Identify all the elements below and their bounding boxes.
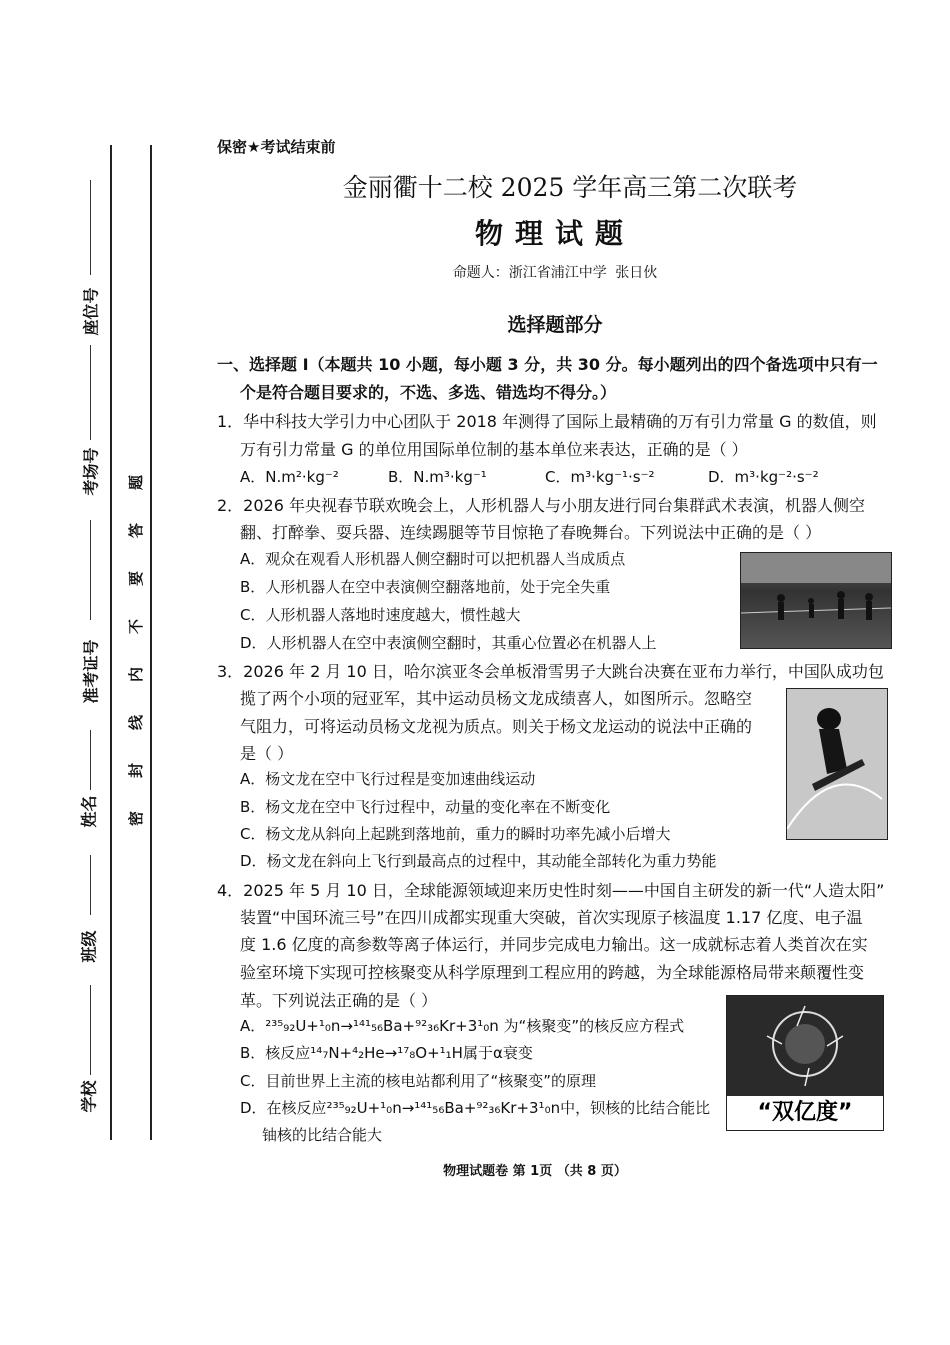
exam-room-blank: [90, 345, 91, 440]
instruction-line: 一、选择题 I（本题共 10 小题，每小题 3 分，共 30 分。每小题列出的四个备选项中只有一: [217, 355, 878, 374]
q3-option-d: D．杨文龙在斜向上飞行到最高点的过程中，其动能全部转化为重力势能: [240, 852, 717, 870]
class-blank: [90, 855, 91, 915]
seal-char: 题: [127, 474, 146, 491]
q3-option-c: C．杨文龙从斜向上起跳到落地前，重力的瞬时功率先减小后增大: [240, 825, 671, 843]
confidential-note: 保密★考试结束前: [217, 138, 336, 156]
snowboarder-photo: [786, 688, 888, 840]
q4-option-c: C．目前世界上主流的核电站都利用了“核聚变”的原理: [240, 1072, 597, 1090]
ticket-label: 准考证号: [81, 639, 101, 704]
fusion-device-photo: [726, 995, 884, 1131]
question-4-text: 度 1.6 亿度的高参数等离子体运行，并同步完成电力输出。这一成就标志着人类首次在实: [240, 935, 868, 954]
q4-option-b: B．核反应¹⁴₇N+⁴₂He→¹⁷₈O+¹₁H属于α衰变: [240, 1044, 533, 1062]
name-label: 姓名: [79, 795, 99, 828]
q2-option-a: A．观众在观看人形机器人侧空翻时可以把机器人当成质点: [240, 550, 626, 568]
question-3-text: 气阻力，可将运动员杨文龙视为质点。则关于杨文龙运动的说法中正确的: [240, 717, 753, 736]
seal-char: 封: [127, 762, 146, 779]
seal-char: 答: [127, 522, 146, 539]
q2-option-d: D．人形机器人在空中表演侧空翻时，其重心位置必在机器人上: [240, 634, 657, 652]
q1-option-c: C．m³·kg⁻¹·s⁻²: [545, 468, 655, 486]
q2-option-c: C．人形机器人落地时速度越大，惯性越大: [240, 606, 521, 624]
seal-char: 密: [127, 810, 146, 827]
q1-option-d: D．m³·kg⁻²·s⁻²: [708, 468, 819, 486]
question-3-text: 揽了两个小项的冠亚军，其中运动员杨文龙成绩喜人，如图所示。忽略空: [240, 689, 753, 708]
question-4-text: 革。下列说法正确的是（ ）: [240, 991, 438, 1010]
q1-option-b: B．N.m³·kg⁻¹: [388, 468, 487, 486]
question-3-text: 3．2026 年 2 月 10 日，哈尔滨亚冬会单板滑雪男子大跳台决赛在亚布力举行，中国队成功包: [217, 662, 884, 681]
seal-char: 线: [127, 714, 146, 731]
q4-option-d: D．在核反应²³⁵₉₂U+¹₀n→¹⁴¹₅₆Ba+⁹²₃₆Kr+3¹₀n中，钡核的比结合能比: [240, 1099, 711, 1117]
question-1-text: 万有引力常量 G 的单位用国际单位制的基本单位来表达，正确的是（ ）: [240, 440, 748, 459]
q4-option-d-cont: 铀核的比结合能大: [262, 1126, 383, 1144]
question-2-text: 2．2026 年央视春节联欢晚会上，人形机器人与小朋友进行同台集群武术表演，机器人侧空: [217, 496, 865, 515]
robot-performance-photo: [740, 552, 892, 649]
name-blank: [90, 730, 91, 790]
seal-char: 不: [127, 618, 146, 635]
question-4-text: 4．2025 年 5 月 10 日，全球能源领域迎来历史性时刻——中国自主研发的新一代“人造太阳”: [217, 881, 885, 900]
seal-char: 要: [127, 570, 146, 587]
q1-option-a: A．N.m²·kg⁻²: [240, 468, 339, 486]
q4-option-a: A．²³⁵₉₂U+¹₀n→¹⁴¹₅₆Ba+⁹²₃₆Kr+3¹₀n 为“核聚变”的核反应方程式: [240, 1017, 685, 1035]
author-line: 命题人：浙江省浦江中学 张日伙: [452, 265, 658, 281]
seal-char: 内: [127, 666, 146, 683]
question-4-text: 验室环境下实现可控核聚变从科学原理到工程应用的跨越，为全球能源格局带来颠覆性变: [240, 963, 865, 982]
fusion-image-caption: “双亿度”: [727, 1096, 883, 1130]
margin-line-outer: [110, 145, 112, 1140]
school-label: 学校: [79, 1080, 99, 1113]
q2-option-b: B．人形机器人在空中表演侧空翻落地前，处于完全失重: [240, 578, 611, 596]
page-footer: 物理试题卷 第 1页 （共 8 页）: [443, 1164, 627, 1179]
question-2-text: 翻、打醉拳、耍兵器、连续踢腿等节目惊艳了春晚舞台。下列说法中正确的是（ ）: [240, 523, 822, 542]
question-4-text: 装置“中国环流三号”在四川成都实现重大突破，首次实现原子核温度 1.17 亿度、电子温: [240, 908, 863, 927]
instruction-line: 个是符合题目要求的，不选、多选、错选均不得分。）: [240, 383, 617, 402]
school-blank: [90, 985, 91, 1075]
margin-line-inner: [150, 145, 152, 1140]
seat-label: 座位号: [81, 287, 101, 336]
subject-title: 物理试题: [474, 217, 635, 250]
question-3-text: 是（ ）: [240, 744, 294, 763]
q3-option-a: A．杨文龙在空中飞行过程是变加速曲线运动: [240, 770, 536, 788]
exam-room-label: 考场号: [81, 447, 101, 496]
ticket-blank: [90, 520, 91, 620]
section-title: 选择题部分: [507, 314, 603, 336]
class-label: 班级: [79, 930, 99, 963]
q3-option-b: B．杨文龙在空中飞行过程中，动量的变化率在不断变化: [240, 798, 611, 816]
exam-title: 金丽衢十二校 2025 学年高三第二次联考: [342, 173, 798, 202]
question-1-text: 1．华中科技大学引力中心团队于 2018 年测得了国际上最精确的万有引力常量 G 的数值，则: [217, 412, 877, 431]
